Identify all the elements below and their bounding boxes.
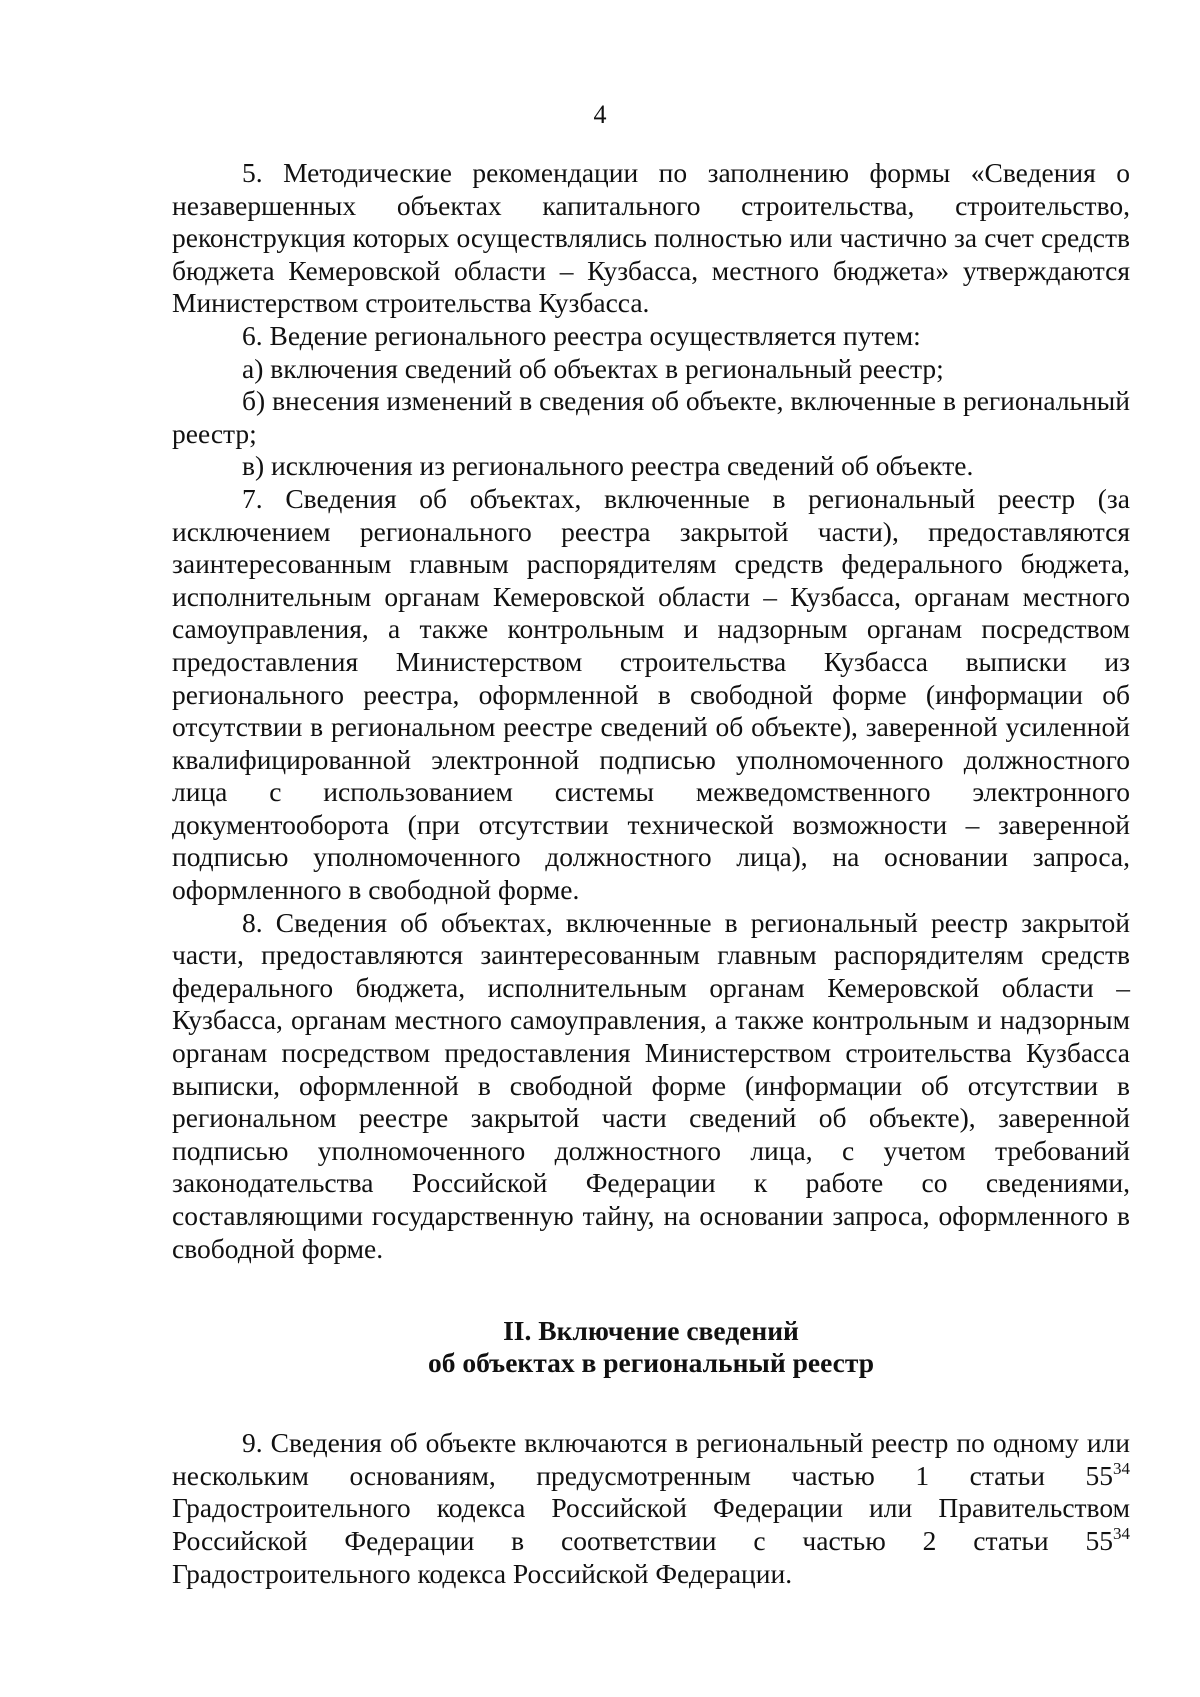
section-heading-line-2: об объектах в региональный реестр	[427, 1347, 875, 1379]
paragraph-9	[172, 1427, 1130, 1590]
paragraph-8: 8. Сведения об объектах, включенные в региональный реестр закрытой части, предоставляются заинтересованным главным распорядителям средств федерального бюджета, исполнительным органам Кемеровской области – Кузбасса, органам местного самоуправления, а также контрольным и надзорным органам посредством предоставления Министерством строительства Кузбасса выписки, оформленной в свободной форме (информации об отсутствии в региональном реестре закрытой части сведений об объекте), заверенной подписью уполномоченного должностного лица, с учетом требований законодательства Российской Федерации к работе со сведениями, составляющими государственную тайну, на основании запроса, оформленного в свободной форме.	[172, 906, 1130, 1264]
paragraph-6-item-c: в) исключения из регионального реестра сведений об объекте.	[242, 450, 974, 482]
paragraph-6: 6. Ведение регионального реестра осуществляется путем:	[242, 319, 921, 351]
article-superscript-2: 34	[1113, 1523, 1130, 1543]
paragraph-7: 7. Сведения об объектах, включенные в региональный реестр (за исключением регионального реестра закрытой части), предоставляются заинтересованным главным распорядителям средств федерального бюджета, исполнительным органам Кемеровской области – Кузбасса, органам местного самоуправления, а также контрольным и надзорным органам посредством предоставления Министерством строительства Кузбасса выписки из регионального реестра, оформленной в свободной форме (информации об отсутствии в региональном реестре сведений об объекте), заверенной усиленной квалифицированной электронной подписью уполномоченного должностного лица с использованием системы межведомственного электронного документооборота (при отсутствии технической возможности – заверенной подписью уполномоченного должностного лица), на основании запроса, оформленного в свободной форме.	[172, 482, 1130, 906]
paragraph-6-item-b: б) внесения изменений в сведения об объекте, включенные в региональный реестр;	[172, 385, 1130, 449]
section-heading	[172, 1315, 1130, 1379]
paragraph-9-part-1: 9. Сведения об объекте включаются в региональный реестр по одному или нескольким основаниям, предусмотренным частью 1 статьи 55	[172, 1427, 1130, 1491]
paragraph-6-item-a: а) включения сведений об объектах в региональный реестр;	[242, 352, 944, 384]
paragraph-5: 5. Методические рекомендации по заполнению формы «Сведения о незавершенных объектах капитального строительства, строительство, реконструкция которых осуществлялись полностью или частично за счет средств бюджета Кемеровской области – Кузбасса, местного бюджета» утверждаются Министерством строительства Кузбасса.	[172, 157, 1130, 319]
section-heading-line-1: II. Включение сведений	[503, 1315, 799, 1347]
document-body	[172, 157, 1130, 1590]
page-number: 4	[593, 100, 607, 129]
paragraph-9-part-2: Градостроительного кодекса Российской Федерации или Правительством Российской Федерации в соответствии с частью 2 статьи 55	[172, 1492, 1130, 1556]
paragraph-9-part-3: Градостроительного кодекса Российской Федерации.	[172, 1557, 793, 1589]
article-superscript-1: 34	[1113, 1458, 1130, 1478]
